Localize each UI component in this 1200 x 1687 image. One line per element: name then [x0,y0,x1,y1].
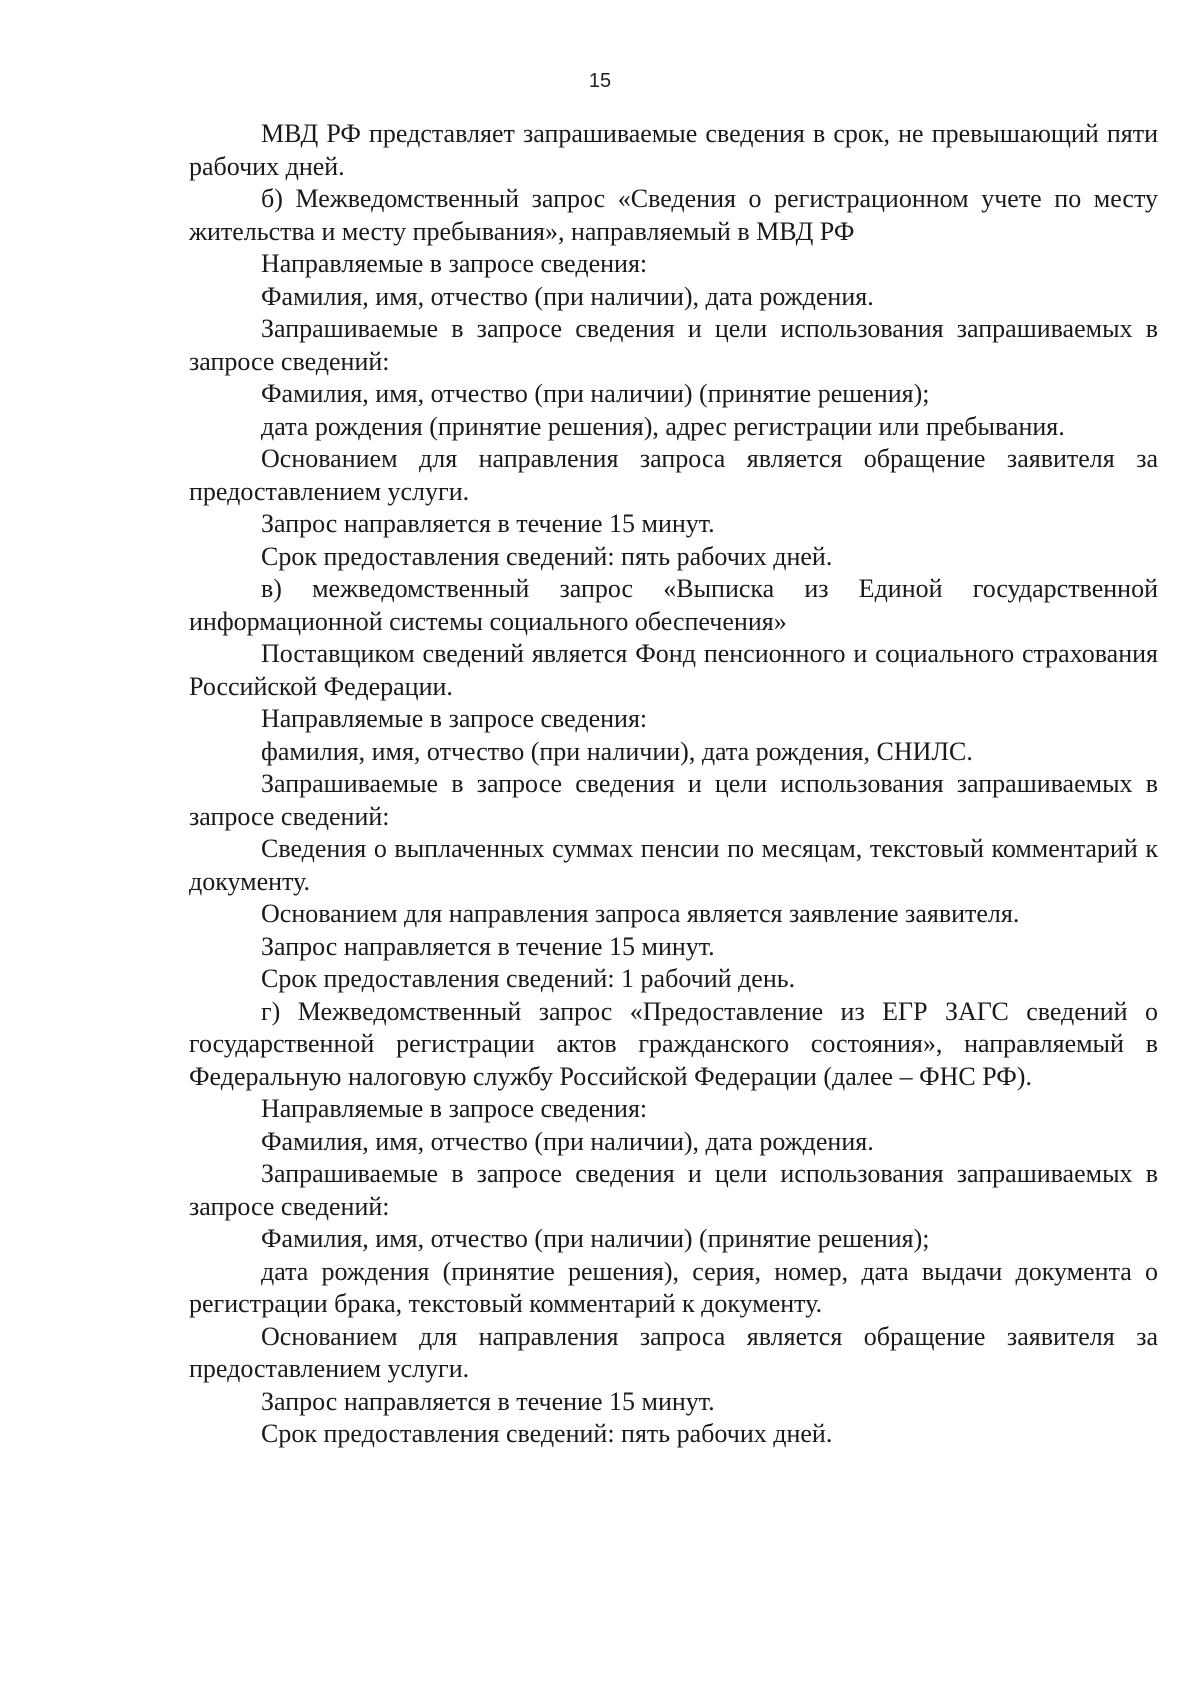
paragraph: Основанием для направления запроса является обращение заявителя за предоставлением услуги. [189,1321,1158,1383]
paragraph: Срок предоставления сведений: пять рабочих дней. [261,541,833,571]
paragraph: МВД РФ представляет запрашиваемые сведения в срок, не превышающий пяти рабочих дней. [189,119,1158,181]
page-number: 15 [588,70,612,92]
paragraph: Направляемые в запросе сведения: [261,1094,648,1123]
paragraph: Срок предоставления сведений: пять рабочих дней. [261,1419,833,1448]
paragraph: Фамилия, имя, отчество (при наличии) (принятие решения); [261,379,930,408]
paragraph: Направляемые в запросе сведения: [261,249,648,278]
paragraph: б) Межведомственный запрос «Сведения о регистрационном учете по месту жительства и месту пребывания», направляемый в МВД РФ [189,184,1158,246]
paragraph: Основанием для направления запроса является заявление заявителя. [261,899,1020,928]
paragraph: дата рождения (принятие решения), серия, номер, дата выдачи документа о регистрации брака, текстовый комментарий к документу. [189,1256,1158,1318]
paragraph: Основанием для направления запроса является обращение заявителя за предоставлением услуги. [189,444,1158,506]
paragraph: Срок предоставления сведений: 1 рабочий день. [261,964,796,993]
paragraph: в) межведомственный запрос «Выписка из Единой государственной информационной системы социального обеспечения» [189,574,1158,636]
document-body [189,118,1158,1451]
paragraph: Фамилия, имя, отчество (при наличии) (принятие решения); [261,1224,930,1253]
paragraph: Фамилия, имя, отчество (при наличии), дата рождения. [261,281,874,311]
paragraph: дата рождения (принятие решения), адрес регистрации или пребывания. [261,411,1065,441]
paragraph: Фамилия, имя, отчество (при наличии), дата рождения. [261,1126,874,1156]
paragraph: г) Межведомственный запрос «Предоставление из ЕГР ЗАГС сведений о государственной регистрации актов гражданского состояния», направляемый в Федеральную налоговую службу Российской Федерации (далее – ФНС РФ). [189,996,1158,1091]
paragraph: Запрашиваемые в запросе сведения и цели использования запрашиваемых в запросе сведений: [189,769,1158,831]
paragraph: Запрос направляется в течение 15 минут. [261,509,715,538]
paragraph: Сведения о выплаченных суммах пенсии по месяцам, текстовый комментарий к документу. [189,834,1158,896]
paragraph: Запрашиваемые в запросе сведения и цели использования запрашиваемых в запросе сведений: [189,314,1158,376]
paragraph: Запрашиваемые в запросе сведения и цели использования запрашиваемых в запросе сведений: [189,1159,1158,1221]
paragraph: Запрос направляется в течение 15 минут. [261,931,715,961]
paragraph: Направляемые в запросе сведения: [261,704,648,733]
paragraph: Запрос направляется в течение 15 минут. [261,1386,715,1416]
paragraph: фамилия, имя, отчество (при наличии), дата рождения, СНИЛС. [261,736,973,766]
paragraph: Поставщиком сведений является Фонд пенсионного и социального страхования Российской Федерации. [189,639,1158,701]
